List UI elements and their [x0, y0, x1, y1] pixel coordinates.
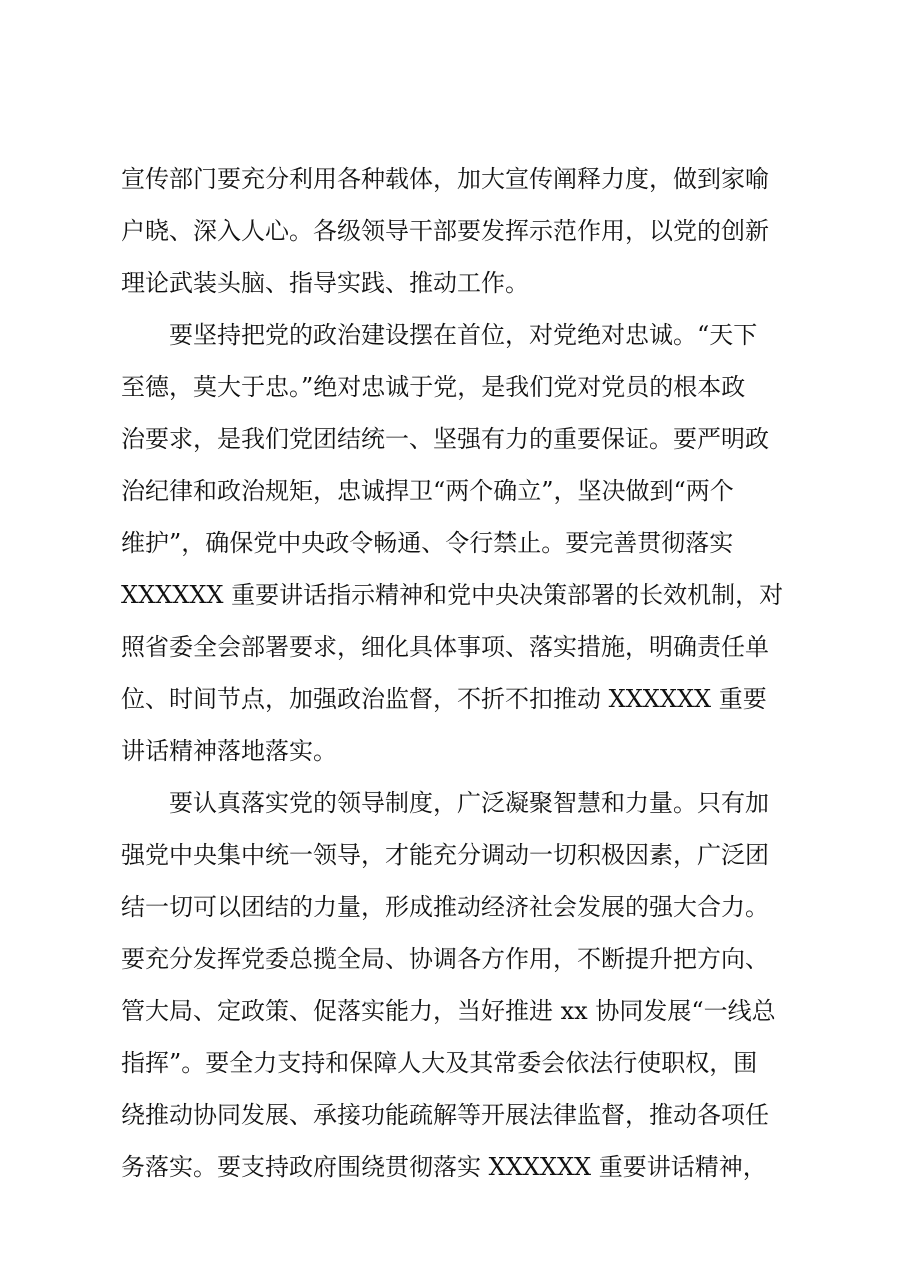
document-body	[121, 153, 801, 1193]
paragraph-line: 户晓、深入人心。各级领导干部要发挥示范作用，以党的创新	[121, 217, 769, 245]
paragraph-line: 指挥”。要全力支持和保障人大及其常委会依法行使职权，围	[121, 1049, 758, 1077]
paragraph-2	[121, 309, 801, 777]
paragraph-line: 理论武装头脑、指导实践、推动工作。	[121, 269, 529, 297]
paragraph-line: 要坚持把党的政治建设摆在首位，对党绝对忠诚。“天下	[169, 321, 758, 349]
paragraph-line: 要认真落实党的领导制度，广泛凝聚智慧和力量。只有加	[169, 789, 769, 817]
paragraph-line: 维护”，确保党中央政令畅通、令行禁止。要完善贯彻落实	[121, 529, 734, 557]
paragraph-line: 治纪律和政治规矩，忠诚捍卫“两个确立”，坚决做到“两个	[121, 477, 734, 505]
paragraph-line: 结一切可以团结的力量，形成推动经济社会发展的强大合力。	[121, 893, 769, 921]
paragraph-line: 务落实。要支持政府围绕贯彻落实 XXXXXX 重要讲话精神，	[121, 1153, 767, 1181]
paragraph-line: 绕推动协同发展、承接功能疏解等开展法律监督，推动各项任	[121, 1101, 769, 1129]
paragraph-3	[121, 777, 801, 1193]
paragraph-line: 宣传部门要充分利用各种载体，加大宣传阐释力度，做到家喻	[121, 165, 769, 193]
paragraph-1	[121, 153, 801, 309]
paragraph-line: 位、时间节点，加强政治监督，不折不扣推动 XXXXXX 重要	[121, 685, 767, 713]
paragraph-line: 管大局、定政策、促落实能力，当好推进 xx 协同发展“一线总	[121, 997, 776, 1025]
paragraph-line: 强党中央集中统一领导，才能充分调动一切积极因素，广泛团	[121, 841, 769, 869]
paragraph-line: 要充分发挥党委总揽全局、协调各方作用，不断提升把方向、	[121, 945, 769, 973]
paragraph-line: 治要求，是我们党团结统一、坚强有力的重要保证。要严明政	[121, 425, 769, 453]
paragraph-line: 讲话精神落地落实。	[121, 737, 337, 765]
paragraph-line: 照省委全会部署要求，细化具体事项、落实措施，明确责任单	[121, 633, 769, 661]
paragraph-line: XXXXXX 重要讲话指示精神和党中央决策部署的长效机制，对	[121, 581, 784, 609]
paragraph-line: 至德，莫大于忠。”绝对忠诚于党，是我们党对党员的根本政	[121, 373, 746, 401]
